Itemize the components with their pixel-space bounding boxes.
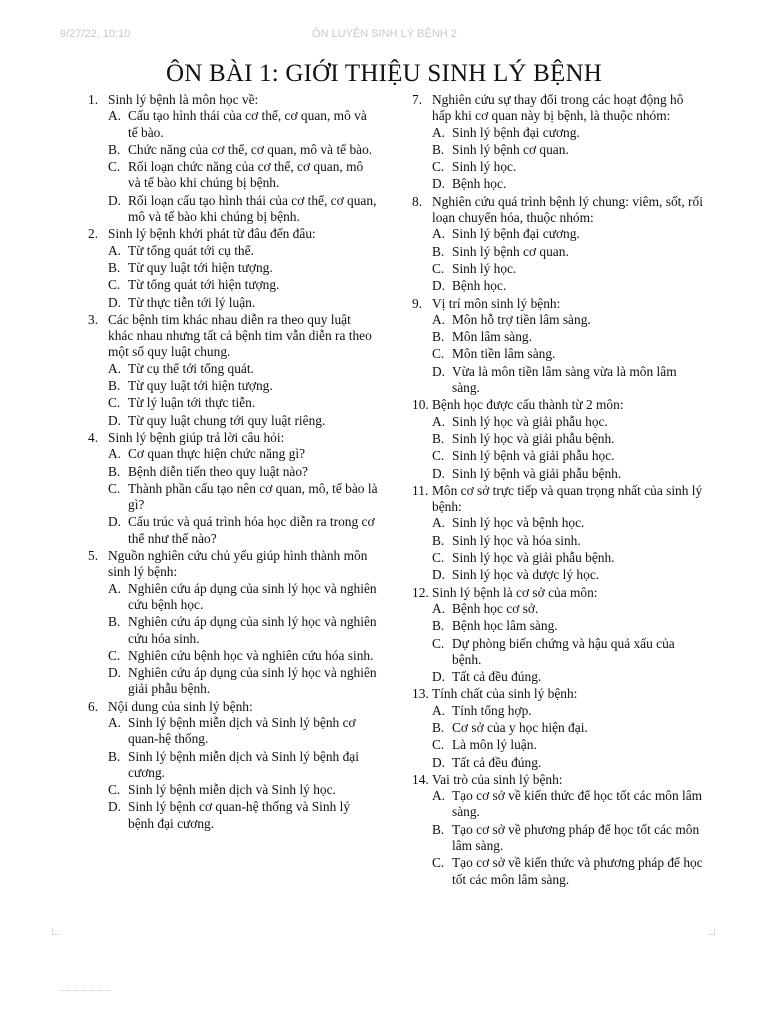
answer-option [108,260,378,276]
question-text: Bệnh học được cấu thành từ 2 môn: [432,397,624,413]
option-letter: D. [432,363,446,379]
option-letter: D. [432,278,446,294]
question-number: 5. [88,548,99,564]
option-letter: C. [108,159,121,175]
option-letter: A. [108,108,122,124]
print-header [0,0,768,48]
option-text: Chức năng của cơ thể, cơ quan, mô và tế bào. [128,141,373,157]
answer-option [432,312,704,328]
answer-option [108,277,378,293]
option-text: Vừa là môn tiền lâm sàng vừa là môn lâm sàng. [452,363,677,396]
option-letter: A. [432,311,446,327]
answer-option [108,108,378,141]
option-letter: C. [108,480,121,496]
print-timestamp: 9/27/22, 10:10 [60,28,131,40]
page-corner-mark [708,928,715,935]
answer-option [108,514,378,547]
option-letter: C. [432,346,445,362]
footer-mark [60,990,110,991]
option-text: Tất cả đều đúng. [452,754,542,770]
answer-option [432,515,704,531]
answer-option [432,855,704,888]
option-letter: A. [432,600,446,616]
option-text: Nghiên cứu bệnh học và nghiên cứu hóa sinh. [128,647,374,663]
option-letter: D. [432,669,446,685]
question-number: 13. [412,686,429,702]
option-text: Từ cụ thể tới tổng quát. [128,360,254,376]
question-12 [412,585,704,686]
answer-option [432,755,704,771]
option-text: Là môn lý luận. [452,737,537,753]
option-letter: B. [108,614,121,630]
option-text: Môn tiền lâm sàng. [452,346,556,362]
option-text: Từ thực tiễn tới lý luận. [128,294,256,310]
answer-option [432,788,704,821]
option-letter: A. [108,446,122,462]
answer-option [108,614,378,647]
option-text: Từ quy luật chung tới quy luật riêng. [128,412,326,428]
question-number: 2. [88,226,99,242]
option-text: Sinh lý học và bệnh học. [452,515,585,531]
option-text: Từ lý luận tới thực tiễn. [128,395,256,411]
answer-option [108,413,378,429]
option-letter: C. [108,782,121,798]
option-letter: A. [108,714,122,730]
answer-option [432,567,704,583]
page-corner-mark [52,928,59,935]
question-number: 9. [412,295,423,311]
question-text: Nội dung của sinh lý bệnh: [108,698,253,714]
question-11 [412,483,704,584]
answer-option [108,193,378,226]
answer-option [432,142,704,158]
option-text: Nghiên cứu áp dụng của sinh lý học và nghiên giải phẫu bệnh. [128,665,377,697]
option-text: Sinh lý bệnh đại cương. [452,226,580,242]
option-letter: D. [108,192,122,208]
option-letter: A. [432,124,446,140]
answer-option [108,378,378,394]
option-text: Rối loạn chức năng của cơ thể, cơ quan, mô và tế bào khi chúng bị bệnh. [128,159,364,191]
answer-option [432,364,704,397]
question-text: Sinh lý bệnh là môn học về: [108,92,259,107]
option-text: Sinh lý bệnh đại cương. [452,124,580,140]
answer-option [432,703,704,719]
answer-option [108,295,378,311]
option-letter: D. [108,514,122,530]
option-letter: D. [108,294,122,310]
answer-option [432,278,704,294]
question-number: 10. [412,397,429,413]
question-2 [88,226,378,310]
option-letter: D. [108,799,122,815]
option-letter: B. [432,532,445,548]
option-text: Tính tổng hợp. [452,702,532,718]
option-text: Sinh lý bệnh miễn dịch và Sinh lý học. [128,782,336,798]
option-text: Rối loạn cấu tạo hình thái của cơ thể, cơ quan, mô và tế bào khi chúng bị bệnh. [128,192,377,225]
option-letter: D. [432,567,446,583]
option-text: Nghiên cứu áp dụng của sinh lý học và nghiên cứu hóa sinh. [128,614,377,646]
option-text: Tạo cơ sở về kiến thức để học tốt các môn lâm sàng. [452,788,703,820]
option-letter: C. [432,448,445,464]
option-letter: B. [108,259,121,275]
answer-option [108,395,378,411]
option-letter: B. [108,748,121,764]
question-column-right [412,92,704,889]
option-letter: D. [432,176,446,192]
option-text: Từ tổng quát tới hiện tượng. [128,277,280,293]
question-8 [412,194,704,295]
option-letter: B. [108,378,121,394]
question-text: Sinh lý bệnh là cơ sở của môn: [432,584,598,600]
question-6 [88,699,378,832]
option-text: Dự phòng biến chứng và hậu quả xấu của bệnh. [452,635,675,667]
question-1 [88,92,378,225]
question-9 [412,296,704,397]
answer-option [432,244,704,260]
answer-option [432,176,704,192]
option-text: Bệnh học lâm sàng. [452,618,558,634]
question-text: Sinh lý bệnh giúp trả lời câu hỏi: [108,429,285,445]
option-text: Sinh lý bệnh miễn dịch và Sinh lý bệnh cơ quan-hệ thống. [128,714,356,747]
answer-option [432,636,704,669]
option-letter: C. [432,737,445,753]
question-column-left [88,92,378,833]
question-number: 12. [412,584,429,600]
option-letter: A. [432,788,446,804]
answer-option [432,448,704,464]
answer-option [432,159,704,175]
option-letter: A. [108,360,122,376]
answer-option [432,601,704,617]
option-text: Sinh lý bệnh cơ quan. [452,141,569,157]
option-text: Từ quy luật tới hiện tượng. [128,259,273,275]
option-letter: A. [432,702,446,718]
answer-option [432,466,704,482]
option-letter: C. [432,635,445,651]
answer-option [108,749,378,782]
answer-option [432,125,704,141]
question-13 [412,686,704,770]
option-letter: A. [432,226,446,242]
answer-option [108,715,378,748]
answer-option [432,414,704,430]
option-letter: B. [108,463,121,479]
question-text: Sinh lý bệnh khởi phát từ đâu đến đâu: [108,226,316,242]
option-text: Bệnh học. [452,176,507,192]
option-text: Sinh lý bệnh cơ quan-hệ thống và Sinh lý bệnh đại cương. [128,799,351,831]
option-letter: A. [432,413,446,429]
question-text: Tính chất của sinh lý bệnh: [432,686,578,702]
option-text: Cấu trúc và quá trình hóa học diễn ra trong cơ thể như thế nào? [128,514,375,546]
option-text: Tất cả đều đúng. [452,669,542,685]
option-text: Tạo cơ sở về phương pháp để học tốt các môn lâm sàng. [452,821,700,854]
option-text: Môn lâm sàng. [452,329,532,345]
question-text: Vai trò của sinh lý bệnh: [432,771,563,787]
option-letter: D. [108,412,122,428]
answer-option [108,243,378,259]
question-number: 1. [88,92,99,107]
option-text: Cấu tạo hình thái của cơ thể, cơ quan, mô và tế bào. [128,108,367,140]
question-text: Các bệnh tim khác nhau diễn ra theo quy luật khác nhau nhưng tất cả bệnh tim vẫn diễn ra theo một số quy luật chung. [108,311,372,360]
option-text: Nghiên cứu áp dụng của sinh lý học và nghiên cứu bệnh học. [128,580,377,612]
answer-option [432,346,704,362]
option-letter: A. [432,515,446,531]
option-text: Sinh lý học và giải phẫu bệnh. [452,430,615,446]
question-number: 7. [412,92,423,107]
option-text: Sinh lý học và dược lý học. [452,567,600,583]
answer-option [108,464,378,480]
option-letter: C. [108,395,121,411]
answer-option [108,782,378,798]
question-text: Vị trí môn sinh lý bệnh: [432,295,561,311]
answer-option [432,261,704,277]
option-letter: B. [432,243,445,259]
answer-option [108,446,378,462]
question-number: 8. [412,193,423,209]
option-text: Sinh lý học và giải phẫu học. [452,413,608,429]
answer-option [108,581,378,614]
question-14 [412,772,704,888]
option-text: Sinh lý học. [452,260,517,276]
answer-option [108,142,378,158]
option-letter: C. [108,647,121,663]
option-text: Từ tổng quát tới cụ thể. [128,242,254,258]
question-text: Nghiên cứu sự thay đổi trong các hoạt động hô hấp khi cơ quan này bị bệnh, là thuộc nhóm: [432,92,684,124]
print-page-title: ÔN LUYỆN SINH LÝ BỆNH 2 [312,28,457,40]
question-5 [88,548,378,698]
option-letter: B. [432,821,445,837]
option-text: Cơ quan thực hiện chức năng gì? [128,446,306,462]
option-letter: D. [108,665,122,681]
option-text: Môn hỗ trợ tiền lâm sàng. [452,311,591,327]
answer-option [432,431,704,447]
option-text: Sinh lý bệnh cơ quan. [452,243,569,259]
option-letter: B. [432,719,445,735]
option-text: Sinh lý học và hóa sinh. [452,532,581,548]
option-letter: C. [432,260,445,276]
answer-option [432,550,704,566]
option-letter: C. [432,550,445,566]
option-text: Bệnh diễn tiến theo quy luật nào? [128,463,308,479]
answer-option [108,665,378,698]
option-text: Thành phần cấu tạo nên cơ quan, mô, tế bào là gì? [128,480,378,513]
answer-option [432,737,704,753]
answer-option [108,799,378,832]
answer-option [432,329,704,345]
option-letter: B. [432,430,445,446]
option-letter: C. [108,277,121,293]
option-text: Từ quy luật tới hiện tượng. [128,378,273,394]
question-10 [412,397,704,481]
answer-option [108,361,378,377]
question-3 [88,312,378,429]
answer-option [432,618,704,634]
option-letter: B. [108,141,121,157]
answer-option [432,720,704,736]
option-letter: A. [108,580,122,596]
question-number: 4. [88,429,99,445]
option-text: Cơ sở của y học hiện đại. [452,719,588,735]
question-7 [412,92,704,193]
question-text: Nghiên cứu quá trình bệnh lý chung: viêm, sốt, rối loạn chuyển hóa, thuộc nhóm: [432,193,703,226]
question-number: 14. [412,771,429,787]
option-letter: B. [432,141,445,157]
answer-option [432,533,704,549]
question-number: 6. [88,698,99,714]
answer-option [108,481,378,514]
question-number: 11. [412,482,429,498]
question-number: 3. [88,311,99,327]
question-4 [88,430,378,547]
page-title: ÔN BÀI 1: GIỚI THIỆU SINH LÝ BỆNH [166,60,602,87]
question-text: Môn cơ sở trực tiếp và quan trọng nhất của sinh lý bệnh: [432,482,703,515]
option-letter: C. [432,855,445,871]
option-letter: A. [108,242,122,258]
option-text: Sinh lý học và giải phẫu bệnh. [452,550,615,566]
option-letter: C. [432,159,445,175]
answer-option [108,159,378,192]
option-text: Bệnh học. [452,278,507,294]
option-letter: D. [432,465,446,481]
option-letter: D. [432,754,446,770]
answer-option [432,822,704,855]
question-text: Nguồn nghiên cứu chủ yếu giúp hình thành môn sinh lý bệnh: [108,548,368,580]
option-text: Sinh lý bệnh miễn dịch và Sinh lý bệnh đại cương. [128,748,359,780]
option-text: Sinh lý bệnh và giải phẫu học. [452,448,615,464]
option-text: Sinh lý bệnh và giải phẫu bệnh. [452,465,622,481]
option-text: Bệnh học cơ sở. [452,600,539,616]
option-letter: B. [432,329,445,345]
answer-option [108,648,378,664]
answer-option [432,669,704,685]
option-text: Sinh lý học. [452,159,517,175]
answer-option [432,226,704,242]
option-text: Tạo cơ sở về kiến thức và phương pháp để học tốt các môn lâm sàng. [452,855,703,887]
option-letter: B. [432,618,445,634]
